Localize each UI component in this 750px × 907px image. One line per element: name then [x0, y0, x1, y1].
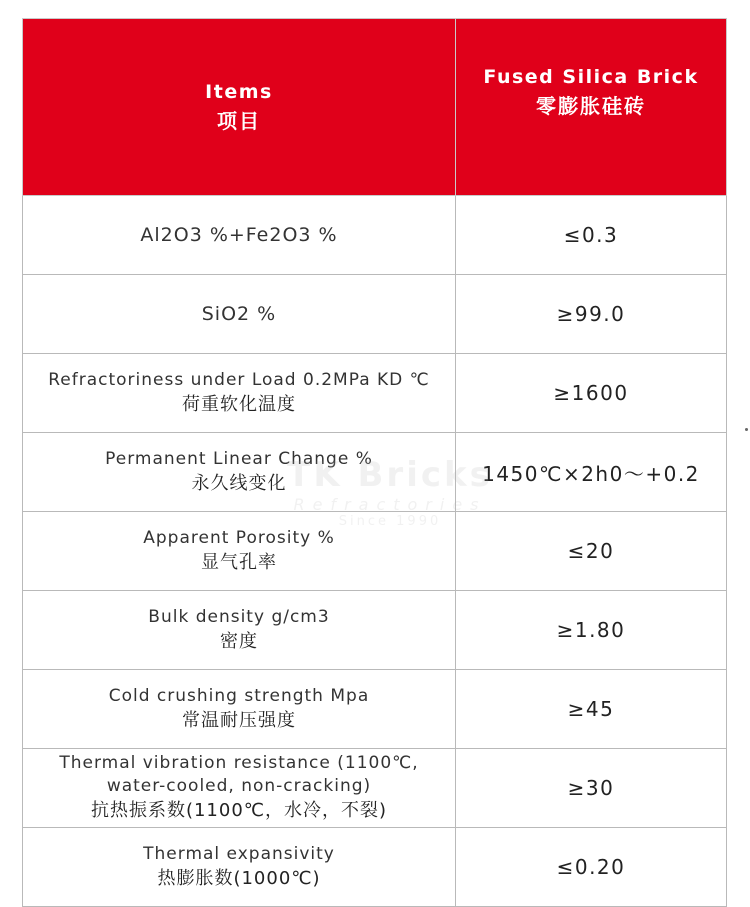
item-en: Apparent Porosity % — [143, 527, 335, 548]
table-row — [23, 275, 727, 354]
header-product-zh: 零膨胀硅砖 — [536, 94, 646, 118]
value-cell: ≤20 — [456, 512, 727, 591]
value-cell: ≤0.3 — [456, 196, 727, 275]
header-items — [23, 19, 456, 196]
table-row — [23, 591, 727, 670]
item-en: Permanent Linear Change % — [105, 448, 373, 469]
item-zh: 常温耐压强度 — [182, 709, 296, 731]
item-zh: 显气孔率 — [201, 551, 277, 573]
header-items-en: Items — [205, 81, 273, 103]
header-items-zh: 项目 — [217, 109, 261, 133]
item-en: SiO2 % — [201, 302, 277, 325]
table-row — [23, 670, 727, 749]
item-zh: 抗热振系数(1100℃，水冷，不裂) — [90, 800, 388, 821]
spec-table — [22, 18, 727, 907]
item-en: Cold crushing strength Mpa — [108, 685, 370, 706]
table-row — [23, 828, 727, 907]
table-row — [23, 749, 727, 828]
watermark-brand: TK Bricks — [287, 455, 493, 495]
table-row — [23, 433, 727, 512]
watermark-sub: Refractories — [293, 495, 487, 514]
value-cell: ≤0.20 — [456, 828, 727, 907]
header-product-en: Fused Silica Brick — [483, 66, 699, 88]
value-cell: ≥99.0 — [456, 275, 727, 354]
value-cell: ≥1600 — [456, 354, 727, 433]
item-en-line2: water-cooled, non-cracking) — [106, 776, 372, 796]
item-cell — [23, 591, 456, 670]
table-row — [23, 512, 727, 591]
watermark-since: Since 1990 — [338, 514, 442, 529]
item-cell — [23, 749, 456, 828]
item-cell — [23, 512, 456, 591]
item-zh: 热膨胀数(1000℃) — [157, 867, 321, 889]
value-cell: 1450℃×2h0～+0.2 — [456, 433, 727, 512]
header-row — [23, 19, 727, 196]
item-cell — [23, 196, 456, 275]
item-zh: 密度 — [220, 630, 258, 652]
item-en: Al2O3 %+Fe2O3 % — [140, 223, 338, 246]
value-cell: ≥1.80 — [456, 591, 727, 670]
header-product — [456, 19, 727, 196]
value-cell: ≥45 — [456, 670, 727, 749]
item-en: Thermal vibration resistance (1100℃, — [59, 753, 419, 773]
item-en: Thermal expansivity — [143, 843, 335, 864]
table-row — [23, 354, 727, 433]
item-cell — [23, 433, 456, 512]
item-cell — [23, 354, 456, 433]
item-zh: 永久线变化 — [191, 472, 287, 494]
item-zh: 荷重软化温度 — [182, 393, 296, 415]
item-cell — [23, 670, 456, 749]
edge-dot — [745, 428, 748, 431]
item-en: Bulk density g/cm3 — [148, 606, 330, 627]
item-cell — [23, 275, 456, 354]
value-cell: ≥30 — [456, 749, 727, 828]
item-cell — [23, 828, 456, 907]
item-en: Refractoriness under Load 0.2MPa KD ℃ — [48, 369, 430, 390]
table-row — [23, 196, 727, 275]
